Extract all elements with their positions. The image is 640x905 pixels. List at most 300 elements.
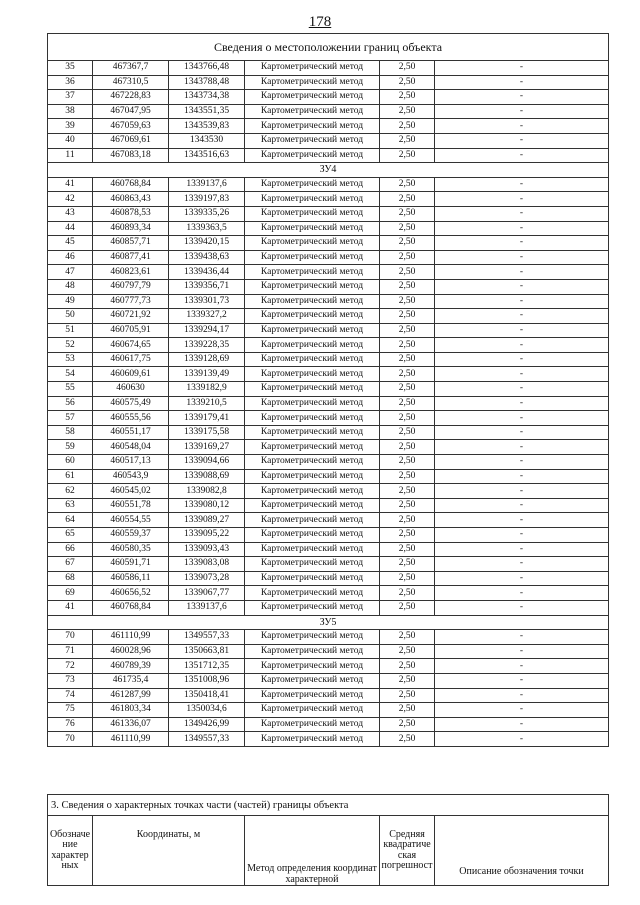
description-cell: - — [435, 586, 609, 601]
method-cell: Картометрический метод — [245, 440, 380, 455]
x-coord-cell: 461336,07 — [93, 717, 169, 732]
accuracy-cell: 2,50 — [380, 323, 435, 338]
table-row — [48, 177, 609, 192]
description-cell: - — [435, 411, 609, 426]
x-coord-cell: 461110,99 — [93, 630, 169, 645]
description-cell: - — [435, 90, 609, 105]
point-number-cell: 71 — [48, 644, 93, 659]
section3-header-row — [48, 816, 609, 886]
accuracy-cell: 2,50 — [380, 659, 435, 674]
y-coord-cell: 1339137,6 — [169, 177, 245, 192]
y-coord-cell: 1339356,71 — [169, 279, 245, 294]
table-row — [48, 571, 609, 586]
table-row — [48, 396, 609, 411]
point-number-cell: 76 — [48, 717, 93, 732]
accuracy-cell: 2,50 — [380, 411, 435, 426]
y-coord-cell: 1339137,6 — [169, 600, 245, 615]
description-cell: - — [435, 557, 609, 572]
accuracy-cell: 2,50 — [380, 455, 435, 470]
x-coord-cell: 460575,49 — [93, 396, 169, 411]
method-cell: Картометрический метод — [245, 673, 380, 688]
point-number-cell: 47 — [48, 265, 93, 280]
method-cell: Картометрический метод — [245, 571, 380, 586]
y-coord-cell: 1339175,58 — [169, 425, 245, 440]
method-cell: Картометрический метод — [245, 133, 380, 148]
col-description: Описание обозначения точки — [435, 816, 609, 886]
y-coord-cell: 1350663,81 — [169, 644, 245, 659]
method-cell: Картометрический метод — [245, 177, 380, 192]
y-coord-cell: 1339067,77 — [169, 586, 245, 601]
table-row — [48, 75, 609, 90]
point-number-cell: 58 — [48, 425, 93, 440]
table-row — [48, 498, 609, 513]
x-coord-cell: 460777,73 — [93, 294, 169, 309]
x-coord-cell: 460857,71 — [93, 236, 169, 251]
accuracy-cell: 2,50 — [380, 75, 435, 90]
x-coord-cell: 460768,84 — [93, 600, 169, 615]
accuracy-cell: 2,50 — [380, 221, 435, 236]
description-cell: - — [435, 352, 609, 367]
description-cell: - — [435, 367, 609, 382]
y-coord-cell: 1339228,35 — [169, 338, 245, 353]
table-row — [48, 732, 609, 747]
y-coord-cell: 1339197,83 — [169, 192, 245, 207]
accuracy-cell: 2,50 — [380, 119, 435, 134]
accuracy-cell: 2,50 — [380, 177, 435, 192]
description-cell: - — [435, 703, 609, 718]
group-header-row — [48, 163, 609, 178]
table-row — [48, 644, 609, 659]
table-row — [48, 411, 609, 426]
table-row — [48, 673, 609, 688]
point-number-cell: 70 — [48, 732, 93, 747]
col-coordinates: Координаты, м — [93, 816, 245, 886]
description-cell: - — [435, 396, 609, 411]
point-number-cell: 67 — [48, 557, 93, 572]
table-row — [48, 717, 609, 732]
x-coord-cell: 467083,18 — [93, 148, 169, 163]
point-number-cell: 54 — [48, 367, 93, 382]
section-title: Сведения о местоположении границ объекта — [48, 34, 609, 61]
method-cell: Картометрический метод — [245, 352, 380, 367]
accuracy-cell: 2,50 — [380, 557, 435, 572]
description-cell: - — [435, 440, 609, 455]
table-row — [48, 236, 609, 251]
accuracy-cell: 2,50 — [380, 498, 435, 513]
description-cell: - — [435, 455, 609, 470]
point-number-cell: 40 — [48, 133, 93, 148]
description-cell: - — [435, 75, 609, 90]
point-number-cell: 74 — [48, 688, 93, 703]
y-coord-cell: 1339128,69 — [169, 352, 245, 367]
method-cell: Картометрический метод — [245, 425, 380, 440]
section3-table — [47, 794, 609, 886]
table-row — [48, 90, 609, 105]
method-cell: Картометрический метод — [245, 396, 380, 411]
description-cell: - — [435, 673, 609, 688]
x-coord-cell: 460878,53 — [93, 206, 169, 221]
table-row — [48, 133, 609, 148]
x-coord-cell: 460586,11 — [93, 571, 169, 586]
method-cell: Картометрический метод — [245, 250, 380, 265]
col-accuracy: Средняя квадратиче ская погрешност — [380, 816, 435, 886]
description-cell: - — [435, 309, 609, 324]
section3 — [47, 794, 608, 886]
method-cell: Картометрический метод — [245, 411, 380, 426]
accuracy-cell: 2,50 — [380, 265, 435, 280]
point-number-cell: 41 — [48, 600, 93, 615]
accuracy-cell: 2,50 — [380, 367, 435, 382]
point-number-cell: 46 — [48, 250, 93, 265]
x-coord-cell: 460543,9 — [93, 469, 169, 484]
y-coord-cell: 1339089,27 — [169, 513, 245, 528]
method-cell: Картометрический метод — [245, 382, 380, 397]
method-cell: Картометрический метод — [245, 513, 380, 528]
x-coord-cell: 460028,96 — [93, 644, 169, 659]
x-coord-cell: 467228,83 — [93, 90, 169, 105]
point-number-cell: 75 — [48, 703, 93, 718]
point-number-cell: 36 — [48, 75, 93, 90]
table-row — [48, 294, 609, 309]
x-coord-cell: 461803,34 — [93, 703, 169, 718]
accuracy-cell: 2,50 — [380, 382, 435, 397]
point-number-cell: 52 — [48, 338, 93, 353]
y-coord-cell: 1339294,17 — [169, 323, 245, 338]
table-row — [48, 557, 609, 572]
y-coord-cell: 1350418,41 — [169, 688, 245, 703]
description-cell: - — [435, 528, 609, 543]
table-row — [48, 425, 609, 440]
table-row — [48, 528, 609, 543]
method-cell: Картометрический метод — [245, 659, 380, 674]
x-coord-cell: 460768,84 — [93, 177, 169, 192]
method-cell: Картометрический метод — [245, 119, 380, 134]
y-coord-cell: 1339210,5 — [169, 396, 245, 411]
description-cell: - — [435, 133, 609, 148]
y-coord-cell: 1351008,96 — [169, 673, 245, 688]
table-row — [48, 323, 609, 338]
method-cell: Картометрический метод — [245, 323, 380, 338]
method-cell: Картометрический метод — [245, 104, 380, 119]
method-cell: Картометрический метод — [245, 542, 380, 557]
description-cell: - — [435, 250, 609, 265]
description-cell: - — [435, 498, 609, 513]
method-cell: Картометрический метод — [245, 75, 380, 90]
description-cell: - — [435, 221, 609, 236]
x-coord-cell: 460863,43 — [93, 192, 169, 207]
accuracy-cell: 2,50 — [380, 469, 435, 484]
description-cell: - — [435, 542, 609, 557]
method-cell: Картометрический метод — [245, 309, 380, 324]
y-coord-cell: 1350034,6 — [169, 703, 245, 718]
point-number-cell: 51 — [48, 323, 93, 338]
method-cell: Картометрический метод — [245, 630, 380, 645]
method-cell: Картометрический метод — [245, 206, 380, 221]
point-number-cell: 53 — [48, 352, 93, 367]
description-cell: - — [435, 469, 609, 484]
table-row — [48, 542, 609, 557]
method-cell: Картометрический метод — [245, 90, 380, 105]
description-cell: - — [435, 236, 609, 251]
point-number-cell: 49 — [48, 294, 93, 309]
table-row — [48, 440, 609, 455]
description-cell: - — [435, 659, 609, 674]
y-coord-cell: 1339179,41 — [169, 411, 245, 426]
y-coord-cell: 1339095,22 — [169, 528, 245, 543]
method-cell: Картометрический метод — [245, 498, 380, 513]
y-coord-cell: 1339093,43 — [169, 542, 245, 557]
table-row — [48, 600, 609, 615]
method-cell: Картометрический метод — [245, 717, 380, 732]
y-coord-cell: 1351712,35 — [169, 659, 245, 674]
y-coord-cell: 1339080,12 — [169, 498, 245, 513]
table-row — [48, 688, 609, 703]
accuracy-cell: 2,50 — [380, 644, 435, 659]
section3-title: 3. Сведения о характерных точках части (частей) границы объекта — [48, 795, 609, 816]
point-number-cell: 43 — [48, 206, 93, 221]
x-coord-cell: 461287,99 — [93, 688, 169, 703]
x-coord-cell: 460580,35 — [93, 542, 169, 557]
accuracy-cell: 2,50 — [380, 61, 435, 76]
y-coord-cell: 1339083,08 — [169, 557, 245, 572]
x-coord-cell: 460559,37 — [93, 528, 169, 543]
x-coord-cell: 460591,71 — [93, 557, 169, 572]
table-row — [48, 586, 609, 601]
point-number-cell: 65 — [48, 528, 93, 543]
col-point-label: Обозначе ние характер ных — [48, 816, 93, 886]
method-cell: Картометрический метод — [245, 469, 380, 484]
y-coord-cell: 1339088,69 — [169, 469, 245, 484]
description-cell: - — [435, 177, 609, 192]
x-coord-cell: 460797,79 — [93, 279, 169, 294]
accuracy-cell: 2,50 — [380, 440, 435, 455]
x-coord-cell: 460551,78 — [93, 498, 169, 513]
accuracy-cell: 2,50 — [380, 236, 435, 251]
y-coord-cell: 1343551,35 — [169, 104, 245, 119]
accuracy-cell: 2,50 — [380, 425, 435, 440]
y-coord-cell: 1339327,2 — [169, 309, 245, 324]
accuracy-cell: 2,50 — [380, 484, 435, 499]
table-row — [48, 250, 609, 265]
y-coord-cell: 1349557,33 — [169, 732, 245, 747]
y-coord-cell: 1343788,48 — [169, 75, 245, 90]
section-header-row — [48, 34, 609, 61]
table-row — [48, 352, 609, 367]
description-cell: - — [435, 644, 609, 659]
y-coord-cell: 1339082,8 — [169, 484, 245, 499]
point-number-cell: 61 — [48, 469, 93, 484]
description-cell: - — [435, 513, 609, 528]
table-row — [48, 382, 609, 397]
table-row — [48, 455, 609, 470]
description-cell: - — [435, 323, 609, 338]
point-number-cell: 38 — [48, 104, 93, 119]
method-cell: Картометрический метод — [245, 557, 380, 572]
description-cell: - — [435, 265, 609, 280]
point-number-cell: 70 — [48, 630, 93, 645]
accuracy-cell: 2,50 — [380, 250, 435, 265]
table-row — [48, 61, 609, 76]
group-label: ЗУ5 — [48, 615, 609, 630]
y-coord-cell: 1343516,63 — [169, 148, 245, 163]
accuracy-cell: 2,50 — [380, 352, 435, 367]
x-coord-cell: 467059,63 — [93, 119, 169, 134]
point-number-cell: 45 — [48, 236, 93, 251]
description-cell: - — [435, 338, 609, 353]
x-coord-cell: 460893,34 — [93, 221, 169, 236]
x-coord-cell: 460554,55 — [93, 513, 169, 528]
accuracy-cell: 2,50 — [380, 600, 435, 615]
method-cell: Картометрический метод — [245, 221, 380, 236]
point-number-cell: 66 — [48, 542, 93, 557]
description-cell: - — [435, 484, 609, 499]
y-coord-cell: 1339169,27 — [169, 440, 245, 455]
x-coord-cell: 461110,99 — [93, 732, 169, 747]
description-cell: - — [435, 206, 609, 221]
accuracy-cell: 2,50 — [380, 90, 435, 105]
table-row — [48, 484, 609, 499]
point-number-cell: 64 — [48, 513, 93, 528]
table-row — [48, 703, 609, 718]
method-cell: Картометрический метод — [245, 265, 380, 280]
point-number-cell: 73 — [48, 673, 93, 688]
x-coord-cell: 467367,7 — [93, 61, 169, 76]
point-number-cell: 44 — [48, 221, 93, 236]
point-number-cell: 72 — [48, 659, 93, 674]
table-row — [48, 265, 609, 280]
x-coord-cell: 460545,02 — [93, 484, 169, 499]
point-number-cell: 11 — [48, 148, 93, 163]
accuracy-cell: 2,50 — [380, 133, 435, 148]
description-cell: - — [435, 148, 609, 163]
col-method: Метод определения координат характерной — [245, 816, 380, 886]
method-cell: Картометрический метод — [245, 294, 380, 309]
y-coord-cell: 1349557,33 — [169, 630, 245, 645]
method-cell: Картометрический метод — [245, 688, 380, 703]
point-number-cell: 50 — [48, 309, 93, 324]
point-number-cell: 42 — [48, 192, 93, 207]
method-cell: Картометрический метод — [245, 61, 380, 76]
description-cell: - — [435, 688, 609, 703]
accuracy-cell: 2,50 — [380, 192, 435, 207]
point-number-cell: 68 — [48, 571, 93, 586]
table-row — [48, 206, 609, 221]
description-cell: - — [435, 425, 609, 440]
description-cell: - — [435, 630, 609, 645]
table-row — [48, 367, 609, 382]
accuracy-cell: 2,50 — [380, 309, 435, 324]
accuracy-cell: 2,50 — [380, 396, 435, 411]
accuracy-cell: 2,50 — [380, 148, 435, 163]
method-cell: Картометрический метод — [245, 484, 380, 499]
x-coord-cell: 460630 — [93, 382, 169, 397]
table-row — [48, 469, 609, 484]
y-coord-cell: 1343530 — [169, 133, 245, 148]
y-coord-cell: 1343539,83 — [169, 119, 245, 134]
x-coord-cell: 467069,61 — [93, 133, 169, 148]
group-header-row — [48, 615, 609, 630]
point-number-cell: 41 — [48, 177, 93, 192]
x-coord-cell: 460548,04 — [93, 440, 169, 455]
description-cell: - — [435, 119, 609, 134]
boundary-table-container — [47, 33, 608, 747]
description-cell: - — [435, 382, 609, 397]
x-coord-cell: 460517,13 — [93, 455, 169, 470]
point-number-cell: 62 — [48, 484, 93, 499]
group-label: ЗУ4 — [48, 163, 609, 178]
point-number-cell: 37 — [48, 90, 93, 105]
method-cell: Картометрический метод — [245, 338, 380, 353]
x-coord-cell: 460721,92 — [93, 309, 169, 324]
x-coord-cell: 460674,65 — [93, 338, 169, 353]
method-cell: Картометрический метод — [245, 732, 380, 747]
method-cell: Картометрический метод — [245, 455, 380, 470]
accuracy-cell: 2,50 — [380, 630, 435, 645]
table-row — [48, 192, 609, 207]
method-cell: Картометрический метод — [245, 644, 380, 659]
section3-title-row — [48, 795, 609, 816]
description-cell: - — [435, 294, 609, 309]
accuracy-cell: 2,50 — [380, 717, 435, 732]
y-coord-cell: 1339420,15 — [169, 236, 245, 251]
accuracy-cell: 2,50 — [380, 732, 435, 747]
description-cell: - — [435, 732, 609, 747]
x-coord-cell: 461735,4 — [93, 673, 169, 688]
x-coord-cell: 460789,39 — [93, 659, 169, 674]
table-row — [48, 104, 609, 119]
x-coord-cell: 460823,61 — [93, 265, 169, 280]
accuracy-cell: 2,50 — [380, 513, 435, 528]
description-cell: - — [435, 571, 609, 586]
description-cell: - — [435, 717, 609, 732]
y-coord-cell: 1339139,49 — [169, 367, 245, 382]
y-coord-cell: 1349426,99 — [169, 717, 245, 732]
description-cell: - — [435, 104, 609, 119]
table-row — [48, 279, 609, 294]
description-cell: - — [435, 279, 609, 294]
point-number-cell: 69 — [48, 586, 93, 601]
y-coord-cell: 1339438,63 — [169, 250, 245, 265]
method-cell: Картометрический метод — [245, 192, 380, 207]
method-cell: Картометрический метод — [245, 367, 380, 382]
x-coord-cell: 460617,75 — [93, 352, 169, 367]
table-row — [48, 659, 609, 674]
method-cell: Картометрический метод — [245, 236, 380, 251]
accuracy-cell: 2,50 — [380, 542, 435, 557]
x-coord-cell: 460555,56 — [93, 411, 169, 426]
x-coord-cell: 460656,52 — [93, 586, 169, 601]
description-cell: - — [435, 61, 609, 76]
point-number-cell: 63 — [48, 498, 93, 513]
point-number-cell: 39 — [48, 119, 93, 134]
accuracy-cell: 2,50 — [380, 528, 435, 543]
x-coord-cell: 460609,61 — [93, 367, 169, 382]
y-coord-cell: 1339073,28 — [169, 571, 245, 586]
point-number-cell: 35 — [48, 61, 93, 76]
description-cell: - — [435, 600, 609, 615]
y-coord-cell: 1339094,66 — [169, 455, 245, 470]
accuracy-cell: 2,50 — [380, 571, 435, 586]
table-row — [48, 148, 609, 163]
point-number-cell: 55 — [48, 382, 93, 397]
table-row — [48, 513, 609, 528]
description-cell: - — [435, 192, 609, 207]
x-coord-cell: 460551,17 — [93, 425, 169, 440]
x-coord-cell: 460705,91 — [93, 323, 169, 338]
accuracy-cell: 2,50 — [380, 703, 435, 718]
point-number-cell: 59 — [48, 440, 93, 455]
method-cell: Картометрический метод — [245, 703, 380, 718]
